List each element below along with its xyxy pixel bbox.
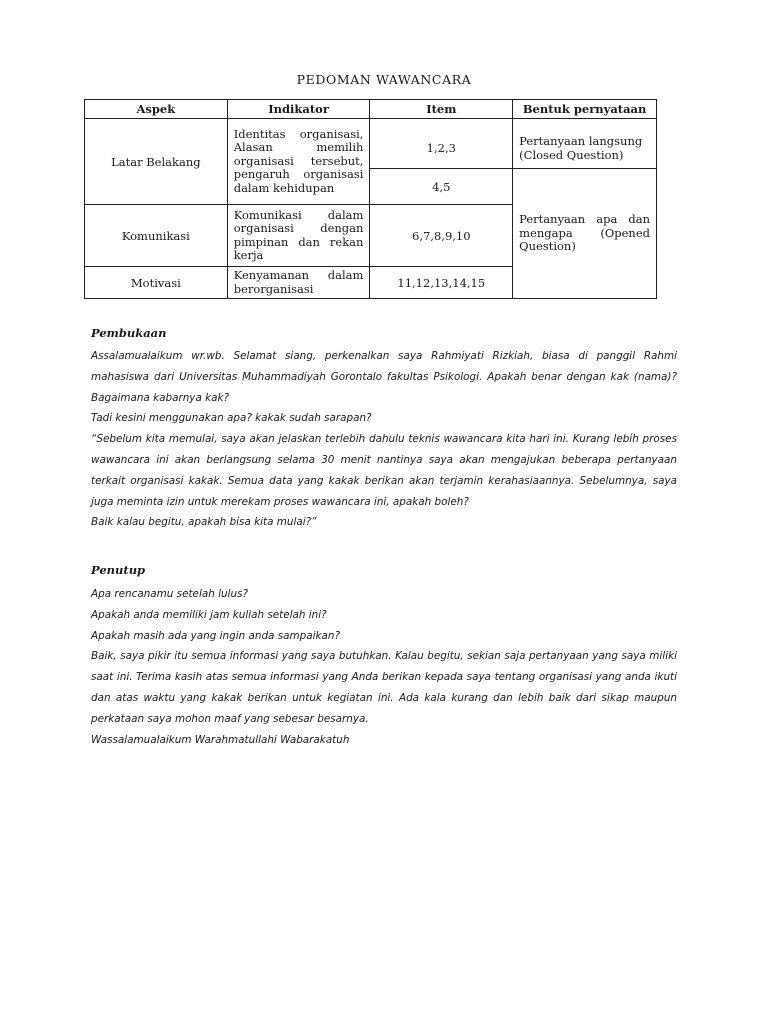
penutup-line: Apakah masih ada yang ingin anda sampaikan? bbox=[91, 629, 340, 642]
header-bentuk: Bentuk pernyataan bbox=[513, 100, 657, 119]
pembukaan-line: Baik kalau begitu, apakah bisa kita mulai?” bbox=[91, 516, 317, 529]
pembukaan-line: Assalamualaikum wr.wb. Selamat siang, perkenalkan saya Rahmiyati Rizkiah, biasa di panggil Rahmi mahasiswa dari Universitas Muhammadiyah Gorontalo fakultas Psikologi. Apakah benar dengan kak (nama)? Bagaimana kabarnya kak? bbox=[91, 350, 677, 404]
penutup-line: Apakah anda memiliki jam kuliah setelah ini? bbox=[91, 608, 327, 621]
pembukaan-heading: Pembukaan bbox=[91, 326, 167, 340]
penutup-line: Wassalamualaikum Warahmatullahi Wabarakatuh bbox=[91, 733, 350, 746]
penutup-line: Apa rencanamu setelah lulus? bbox=[91, 588, 248, 600]
aspek-motivasi: Motivasi bbox=[85, 267, 228, 299]
indikator-latar-belakang: Identitas organisasi, Alasan memilih organisasi tersebut, pengaruh organisasi dalam kehidupan bbox=[227, 119, 370, 205]
indikator-komunikasi: Komunikasi dalam organisasi dengan pimpinan dan rekan kerja bbox=[227, 205, 370, 267]
item-komunikasi: 6,7,8,9,10 bbox=[370, 205, 513, 267]
penutup-line: Baik, saya pikir itu semua informasi yang saya butuhkan. Kalau begitu, sekian saja pertanyaan yang saya miliki saat ini. Terima kasih atas semua informasi yang Anda berikan kepada saya tentang organisasi yang anda ikuti dan atas waktu yang kakak berikan untuk kegiatan ini. Ada kala kurang dan lebih baik dari sikap maupun perkataan saya mohon maaf yang sebesar besarnya. bbox=[91, 650, 677, 725]
indikator-motivasi: Kenyamanan dalam berorganisasi bbox=[227, 267, 370, 299]
header-item: Item bbox=[370, 100, 513, 119]
page-title: PEDOMAN WAWANCARA bbox=[296, 72, 472, 87]
bentuk-opened-question: Pertanyaan apa dan mengapa (Opened Question) bbox=[513, 169, 657, 299]
pembukaan-line: “Sebelum kita memulai, saya akan jelaskan terlebih dahulu teknis wawancara kita hari ini. Kurang lebih proses wawancara ini akan berlangsung selama 30 menit nantinya saya akan mengajukan beberapa pertanyaan terkait organisasi kakak. Semua data yang kakak berikan akan terjamin kerahasiaannya. Sebelumnya, saya juga meminta izin untuk merekam proses wawancara ini, apakah boleh? bbox=[91, 433, 677, 508]
bentuk-closed-question: Pertanyaan langsung (Closed Question) bbox=[513, 119, 657, 169]
pembukaan-line: Tadi kesini menggunakan apa? kakak sudah sarapan? bbox=[91, 412, 372, 425]
aspek-komunikasi: Komunikasi bbox=[85, 205, 228, 267]
table-row bbox=[85, 119, 657, 169]
item-latar-b: 4,5 bbox=[370, 169, 513, 205]
item-latar-a: 1,2,3 bbox=[370, 119, 513, 169]
table-header-row bbox=[85, 100, 657, 119]
penutup-heading: Penutup bbox=[91, 563, 146, 577]
penutup-body bbox=[91, 584, 677, 750]
interview-guide-table bbox=[84, 99, 657, 299]
header-indikator: Indikator bbox=[227, 100, 370, 119]
aspek-latar-belakang: Latar Belakang bbox=[85, 119, 228, 205]
header-aspek: Aspek bbox=[85, 100, 228, 119]
item-motivasi: 11,12,13,14,15 bbox=[370, 267, 513, 299]
pembukaan-body bbox=[91, 346, 677, 533]
